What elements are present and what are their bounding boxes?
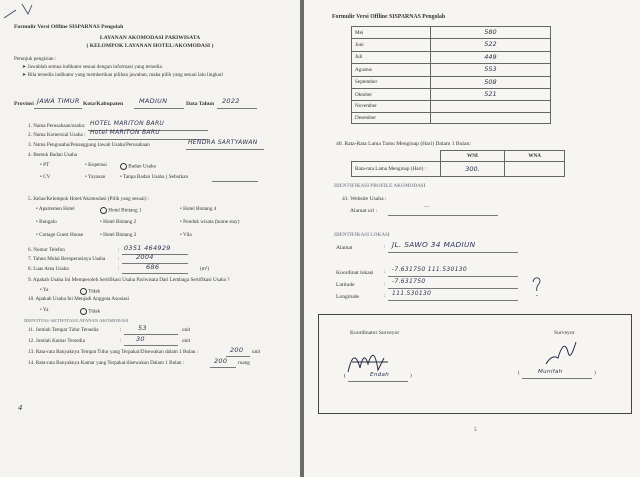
- q10-no[interactable]: Tidak: [80, 308, 100, 316]
- q6-label: 6. Nomor Telefon: [28, 247, 65, 253]
- email-label: Alamat url :: [350, 208, 378, 214]
- month-label: Juli: [352, 51, 431, 63]
- q12-value[interactable]: 30: [136, 335, 145, 343]
- month-label: Mei: [352, 27, 431, 39]
- city-label: Kota/Kabupaten: [83, 101, 124, 107]
- class-option[interactable]: • Pondok wisata (home stay): [180, 220, 239, 226]
- monthly-table: [351, 26, 551, 124]
- q13-value[interactable]: 200: [230, 346, 244, 354]
- q8-unit: (m²): [200, 266, 210, 272]
- circled-mark-icon: [120, 163, 127, 170]
- q2-value[interactable]: Hotel MARITON BARU: [90, 129, 160, 136]
- lat-value[interactable]: -7.631750: [392, 278, 426, 285]
- year-label: Data Tahun: [186, 101, 215, 107]
- month-row: [352, 39, 551, 51]
- month-label: Desember: [352, 112, 431, 123]
- province-label: Provinsi: [14, 101, 34, 107]
- circled-mark-icon: [80, 308, 87, 315]
- month-value[interactable]: 521: [431, 89, 551, 101]
- question-mark-icon: [530, 276, 544, 298]
- month-value[interactable]: 449: [431, 51, 551, 63]
- q4-label: 4. Bentuk Badan Usaha: [28, 152, 77, 158]
- option-tanpa-badan-usaha[interactable]: • Tanpa Badan Usaha ( Sebutkan: [120, 175, 188, 181]
- form-title: Formulir Versi Offline SISPARNAS Pengolah: [14, 24, 124, 30]
- wni-value[interactable]: 300.: [440, 162, 505, 177]
- form-title-right: Formulir Versi Offline SISPARNAS Pengolah: [332, 14, 446, 20]
- address-label: Alamat: [336, 245, 353, 251]
- stay-row-label: Rata-rata Lama Menginap (Hari) :: [352, 162, 441, 177]
- class-option[interactable]: Hotel Bintang 1: [100, 207, 141, 215]
- class-option[interactable]: • Vila: [180, 233, 192, 239]
- lon-value[interactable]: 111.530130: [392, 290, 432, 297]
- email-value[interactable]: —: [424, 204, 430, 210]
- month-row: [352, 112, 551, 123]
- page-mark: 4: [18, 404, 23, 412]
- surveyor-signature-icon: [542, 334, 582, 368]
- q1-value[interactable]: HOTEL MARITON BARU: [90, 120, 165, 127]
- month-value[interactable]: 580: [431, 27, 551, 39]
- city-value[interactable]: MADIUN: [139, 97, 168, 105]
- surveyor-name: Munifah: [538, 369, 563, 375]
- circled-mark-icon: [80, 288, 87, 295]
- month-value[interactable]: 522: [431, 39, 551, 51]
- month-row: [352, 51, 551, 63]
- col-wni: WNI: [440, 151, 505, 162]
- facility-heading: IDENTITAS AKTIFITAS/LAYANAN AKOMODASI: [24, 318, 129, 323]
- location-heading: IDENTIFIKASI LOKASI: [334, 233, 390, 238]
- month-row: [352, 101, 551, 112]
- section-title: LAYANAN AKOMODASI PARIWISATA: [99, 35, 201, 41]
- month-label: September: [352, 76, 431, 88]
- q12-label: 12. Jumlah Kamar Tersedia: [28, 338, 85, 344]
- q8-label: 8. Luas Area Usaha: [28, 266, 69, 272]
- section-subtitle: ( KELOMPOK LAYANAN HOTEL/AKOMODASI ): [86, 43, 214, 49]
- year-value[interactable]: 2022: [222, 97, 240, 105]
- month-label: November: [352, 101, 431, 112]
- q10-label: 10. Apakah Usaha Ini Menjadi Anggota Asosiasi: [28, 296, 130, 302]
- coordinator-label: Koordinator Surveyor: [350, 330, 400, 336]
- instruction-item: ➤ Jawablah semua indikator sesuai dengan informasi yang tersedia: [22, 64, 162, 70]
- q3-label: 3. Nama Pengusaha/Penanggung Jawab Usaha/Perusahaan: [28, 142, 150, 148]
- q40-label: 40. Rata-Rata Lama Tamu Menginap (Hari) Dalam 1 Bulan:: [336, 141, 471, 147]
- q10-yes[interactable]: • Ya: [40, 308, 48, 314]
- class-option[interactable]: • Hotel Bintang 4: [180, 207, 216, 213]
- q14-label: 14. Rata-rata Banyaknya Kamar yang Terpakai/disewakan Dalam 1 Bulan :: [28, 360, 185, 366]
- page-number: 5: [474, 427, 477, 433]
- month-label: Oktober: [352, 89, 431, 101]
- month-value[interactable]: [431, 101, 551, 112]
- month-label: Juni: [352, 39, 431, 51]
- left-page: Formulir Versi Offline SISPARNAS Pengolah LAYANAN AKOMODASI PARIWISATA ( KELOMPOK LAYANAN HOTEL/AKOMODASI ) Petunjuk pengisian : ➤ Jawablah semua indikator sesuai dengan informasi yang tersedia ➤ Bila tersedia indikator yang memberikan pilihan jawaban, maka pilih yang sesuai lalu lingkari Provinsi JAWA TIMUR Kota/Kabupaten MADIUN Data Tahun 2022 1. Nama Perusahaan/usaha : HOTEL MARITON BARU 2. Nama Komersial Usaha : Hotel MARITON BARU 3. Nama Pengusaha/Penanggung Jawab Usaha/Perusahaan HENDRA SARTYAWAN 4. Bentuk Badan Usaha • PT • Koperasi Badan Usaha • CV • Yayasan • Tanpa Badan Usaha ( Sebutkan 5. Kelas/Kelompok Hotel/Akomodasi (Pilih yang sesuai) : • Apartemen Hotel Hotel Bintang 1 • Hotel Bintang 4 • Bungalo • Hotel Bintang 2 • Pondok wisata (home stay) • Cottage Guest House • Hotel Bintang 3 • Vila 6. Nomor Telefon : 0351 464929 7. Tahun Mulai Beroperasinya Usaha : 2004 8. Luas Area Usaha : 686 (m²) 9. Apakah Usaha Ini Memperoleh Sertifikasi Usaha Pariwisata Dari Lembaga Sertifikasi Usaha ? • Ya Tidak 10. Apakah Usaha Ini Menjadi Anggota Asosiasi • Ya Tidak IDENTITAS AKTIFITAS/LAYANAN AKOMODASI 11. Jumlah Tempat Tidur Tersedia : 53 unit 12. Jumlah Kamar Tersedia : 30 unit 13. Rata-rata Banyaknya Tempat Tidur yang Terpakai/Disewakan dalam 1 Bulan : 200 unit 14. Rata-rata Banyaknya Kamar yang Terpakai/disewakan Dalam 1 Bulan : 200 ruang 4: [0, 0, 300, 477]
- option-yayasan[interactable]: • Yayasan: [85, 175, 105, 181]
- option-pt[interactable]: • PT: [40, 163, 49, 169]
- instructions-label: Petunjuk pengisian :: [14, 56, 57, 62]
- q11-label: 11. Jumlah Tempat Tidur Tersedia: [28, 327, 99, 333]
- coord-label: Koordinat lokasi: [336, 270, 374, 276]
- lat-label: Latitude: [336, 282, 355, 288]
- stay-table: [351, 150, 565, 177]
- q1-label: 1. Nama Perusahaan/usaha: [28, 123, 84, 129]
- q14-unit: ruang: [238, 360, 250, 366]
- col-wna: WNA: [505, 151, 565, 162]
- q13-label: 13. Rata-rata Banyaknya Tempat Tidur yang Terpakai/Disewakan dalam 1 Bulan :: [28, 349, 199, 355]
- q9-no[interactable]: Tidak: [80, 288, 100, 296]
- q13-unit: unit: [252, 349, 261, 355]
- month-row: [352, 27, 551, 39]
- option-koperasi[interactable]: • Koperasi: [85, 163, 107, 169]
- q11-value[interactable]: 53: [138, 324, 147, 332]
- month-value[interactable]: 508: [431, 76, 551, 88]
- q3-value[interactable]: HENDRA SARTYAWAN: [188, 139, 258, 146]
- circled-mark-icon: [100, 207, 107, 214]
- class-option[interactable]: • Hotel Bintang 3: [100, 233, 136, 239]
- coordinator-name: Endah: [370, 372, 390, 378]
- q41-label: 41. Website Usaha :: [342, 196, 387, 202]
- q8-value[interactable]: 686: [146, 263, 160, 271]
- coord-value[interactable]: -7.631750 111.530130: [392, 266, 467, 273]
- option-cv[interactable]: • CV: [40, 175, 50, 181]
- option-badan-usaha[interactable]: Badan Usaha: [120, 163, 156, 171]
- month-row: [352, 64, 551, 76]
- right-page: Formulir Versi Offline SISPARNAS Pengolah Mei 580 Juni 522 Juli 449 Agustus 553 September 508 Oktober 521 November Desember 40. Rata-Rata Lama Tamu Menginap (Hari) Dalam 1 Bulan: WNI WNA Rata-rata Lama Menginap (Hari) : 300. IDENTIFIKASI PROFILE AKOMODASI 41. Website Usaha : Alamat url : — IDENTIFIKASI LOKASI Alamat : JL. SAWO 34 MADIUN Koordinat lokasi : -7.631750 111.530130 Latitude : -7.631750 Longitude : 111.530130 Koordinator Surveyor Surveyor Endah ( ) Munifah ( ) 5: [304, 0, 640, 477]
- profile-heading: IDENTIFIKASI PROFILE AKOMODASI: [334, 184, 426, 189]
- q7-value[interactable]: 2004: [136, 253, 154, 261]
- q9-yes[interactable]: • Ya: [40, 288, 48, 294]
- class-option[interactable]: • Hotel Bintang 2: [100, 220, 136, 226]
- lon-label: Longitude: [336, 294, 359, 300]
- instruction-item: ➤ Bila tersedia indikator yang memberikan pilihan jawaban, maka pilih yang sesuai lalu lingkari: [22, 72, 224, 78]
- q9-label: 9. Apakah Usaha Ini Memperoleh Sertifikasi Usaha Pariwisata Dari Lembaga Sertifikasi Usaha ?: [28, 277, 230, 283]
- q11-unit: unit: [182, 327, 191, 333]
- q12-unit: unit: [182, 338, 191, 344]
- month-value[interactable]: 553: [431, 64, 551, 76]
- province-value[interactable]: JAWA TIMUR: [37, 97, 80, 105]
- address-value[interactable]: JL. SAWO 34 MADIUN: [392, 240, 476, 249]
- pen-mark-icon: [2, 2, 42, 22]
- month-label: Agustus: [352, 64, 431, 76]
- surveyor-label: Surveyor: [554, 330, 575, 336]
- q14-value[interactable]: 200: [214, 357, 228, 365]
- wna-value[interactable]: [505, 162, 565, 177]
- q2-label: 2. Nama Komersial Usaha: [28, 132, 83, 138]
- class-option[interactable]: • Bungalo: [36, 220, 57, 226]
- q6-value[interactable]: 0351 464929: [124, 244, 171, 252]
- q5-label: 5. Kelas/Kelompok Hotel/Akomodasi (Pilih yang sesuai) :: [28, 196, 150, 202]
- month-value[interactable]: [431, 112, 551, 123]
- class-option[interactable]: • Cottage Guest House: [36, 233, 83, 239]
- class-option[interactable]: • Apartemen Hotel: [36, 207, 75, 213]
- month-row: [352, 76, 551, 88]
- month-row: [352, 89, 551, 101]
- q7-label: 7. Tahun Mulai Beroperasinya Usaha: [28, 256, 106, 262]
